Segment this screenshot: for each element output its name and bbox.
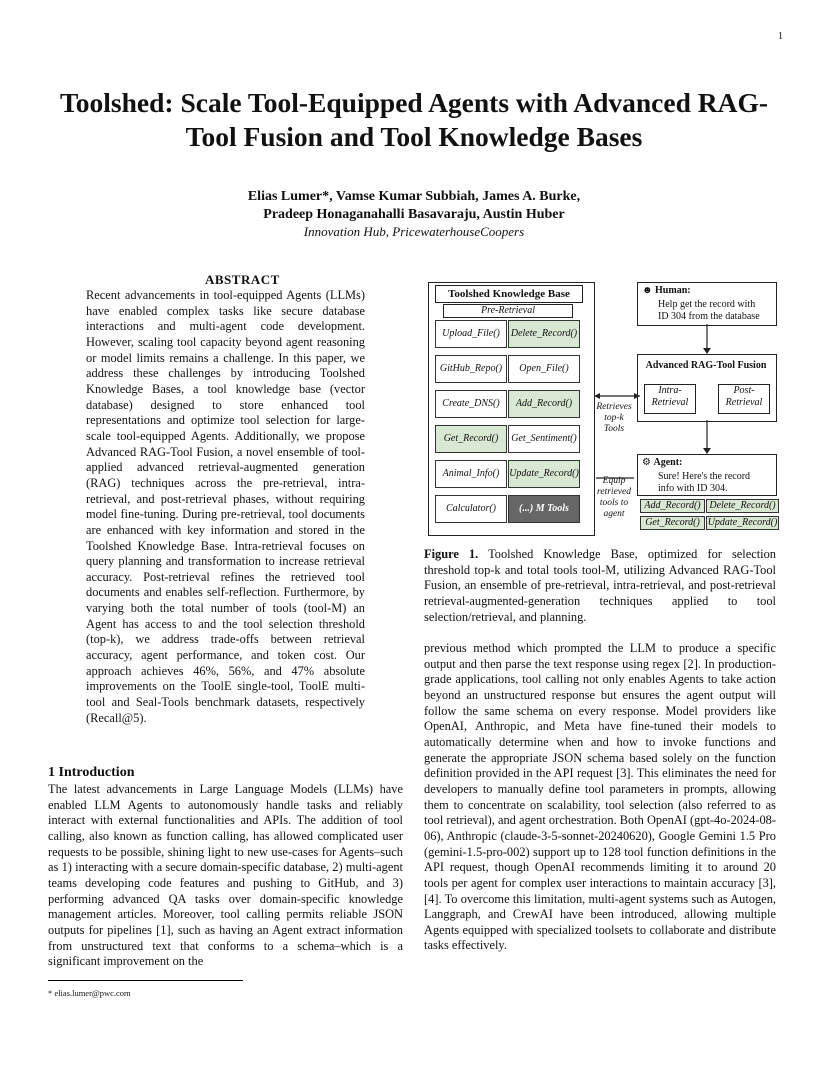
paper-title: Toolshed: Scale Tool-Equipped Agents with Advanced RAG-Tool Fusion and Tool Knowledge Bases [59,87,769,152]
human-label: Human: [655,285,691,296]
kb-title: Toolshed Knowledge Base [435,285,583,303]
tool-upload-file: Upload_File() [435,320,507,348]
agent-tool-delete-record: Delete_Record() [706,499,779,513]
agent-icon: ⚙ [642,457,651,468]
intro-heading: 1 Introduction [48,765,135,780]
tool-get-sentiment: Get_Sentiment() [508,425,580,453]
authors-line-1: Elias Lumer*, Vamse Kumar Subbiah, James A. Burke, [247,189,581,204]
post-retrieval-box: Post-Retrieval [718,384,770,414]
tool-calculator: Calculator() [435,495,507,523]
footnote: * elias.lumer@pwc.com [48,988,131,998]
footnote-rule [48,980,243,981]
human-text: Help get the record with ID 304 from the database [658,299,760,322]
abstract-heading: ABSTRACT [205,272,280,287]
page-number: 1 [778,31,783,42]
authors [40,188,788,224]
caption-label: Figure 1. [424,547,479,561]
human-box [637,282,777,326]
tool-get-record: Get_Record() [435,425,507,453]
abstract-text: Recent advancements in tool-equipped Agents (LLMs) have enabled complex tasks like secure database interactions and multi-agent code development. However, scaling tool capacity beyond agent reasoning or model limits remains a challenge. In this paper, we address these challenges by introducing Toolshed Knowledge Bases, a tool knowledge base (vector database) designed to store enhanced tool representations and optimize tool selection for large-scale tool-equipped Agents. Additionally, we propose Advanced RAG-Tool Fusion, a novel ensemble of tool-applied advanced retrieval-augmented generation (RAG) techniques across the pre-retrieval, intra-retrieval, and post-retrieval phases, without requiring model fine-tuning. During pre-retrieval, tool documents are enhanced with key information and stored in the Toolshed Knowledge Base. Intra-retrieval focuses on query planning and transformation to increase retrieval accuracy. Post-retrieval refines the retrieved tool documents and enables self-reflection. Furthermore, by varying both the total number of tools (tool-M) an Agent has access to and the tool selection threshold (top-k), we address trade-offs between retrieval accuracy, agent performance, and token cost. Our approach achieves 46%, 56%, and 47% absolute improvements on the ToolE single-tool, ToolE multi-tool and Seal-Tools benchmark datasets, respectively (Recall@5). [86,288,365,725]
agent-tool-get-record: Get_Record() [640,516,705,530]
right-column-text: previous method which prompted the LLM to produce a specific output and then parse the text response using regex [2]. In production-grade applications, tool calling not only enables Agents to take action beyond an unstructured response but ensures the agent output will follow the same schema on every response. Model providers like OpenAI, Anthropic, and Meta have fine-tuned their models to automatically determine when and how to invoke functions and generate the appropriate JSON schema based solely on the function definition provided in the API request [3]. This eliminates the need for developers to manually define tool parameters in prompts, allowing them to concentrate on scalability, tool selection (also referred to as tool retrieval), and agent orchestration. Both OpenAI (gpt-4o-2024-08-06), Anthropic (claude-3-5-sonnet-20240620), Google Gemini 1.5 Pro (gemini-1.5-pro-002) support up to 128 tool function definitions in the API request, though OpenAI recommends limiting it to around 20 tools per agent for complex user interactions to maintain accuracy [3], [4]. To overcome this limitation, multi-agent systems such as Autogen, Langgraph, and CrewAI have been introduced, allowing multiple Agents equipped with specialized toolsets to collaborate and distribute tasks effectively. [424,641,776,953]
pre-retrieval-label: Pre-Retrieval [443,304,573,318]
tool-update-record: Update_Record() [508,460,580,488]
tool-add-record: Add_Record() [508,390,580,418]
tool-animal-info: Animal_Info() [435,460,507,488]
agent-box [637,454,777,496]
fusion-title: Advanced RAG-Tool Fusion [645,360,767,371]
tool-open-file: Open_File() [508,355,580,383]
caption-text: Toolshed Knowledge Base, optimized for selection threshold top-k and total tools tool-M, utilizing Advanced RAG-Tool Fusion, an ensemble of pre-retrieval, intra-retrieval, and post-retrieval retrieval-augmented-generation techniques applied to tool selection/retrieval, and planning. [424,547,776,624]
agent-label: Agent: [653,457,683,468]
intra-retrieval-box: Intra-Retrieval [644,384,696,414]
tool-github-repo: GitHub_Repo() [435,355,507,383]
affiliation: Innovation Hub, PricewaterhouseCoopers [303,224,525,239]
authors-line-2: Pradeep Honaganahalli Basavaraju, Austin Huber [263,207,565,222]
agent-tool-update-record: Update_Record() [707,517,778,528]
human-icon: ☻ [642,285,653,296]
agent-text: Sure! Here's the record info with ID 304. [658,471,751,494]
tool-m-tools: (...) M Tools [508,495,580,523]
tool-create-dns: Create_DNS() [435,390,507,418]
tool-delete-record: Delete_Record() [508,320,580,348]
equip-note: Equip retrieved tools to agent [597,476,631,519]
agent-tool-add-record: Add_Record() [640,499,705,513]
retrieves-note: Retrieves top-k Tools [596,402,632,434]
intro-text: The latest advancements in Large Language Models (LLMs) have enabled LLM Agents to autonomously handle tasks and reliably interact with external functionalities and APIs. The addition of tool calling, also known as function calling, has allowed complicated user requests to be possible, shining light to new use-cases for Agents–such as 1) interacting with a secure domain-specific database, 2) multi-agent teams developing code features and pushing to GitHub, and 3) performing advanced QA tasks over domain-specific knowledge management articles. Moreover, tool calling permits reliable JSON outputs for pipelines [1], such as having an Agent extract information from unstructured text that conforms to a schema–which is a significant improvement on the [48,782,403,969]
figure-caption [424,547,776,625]
